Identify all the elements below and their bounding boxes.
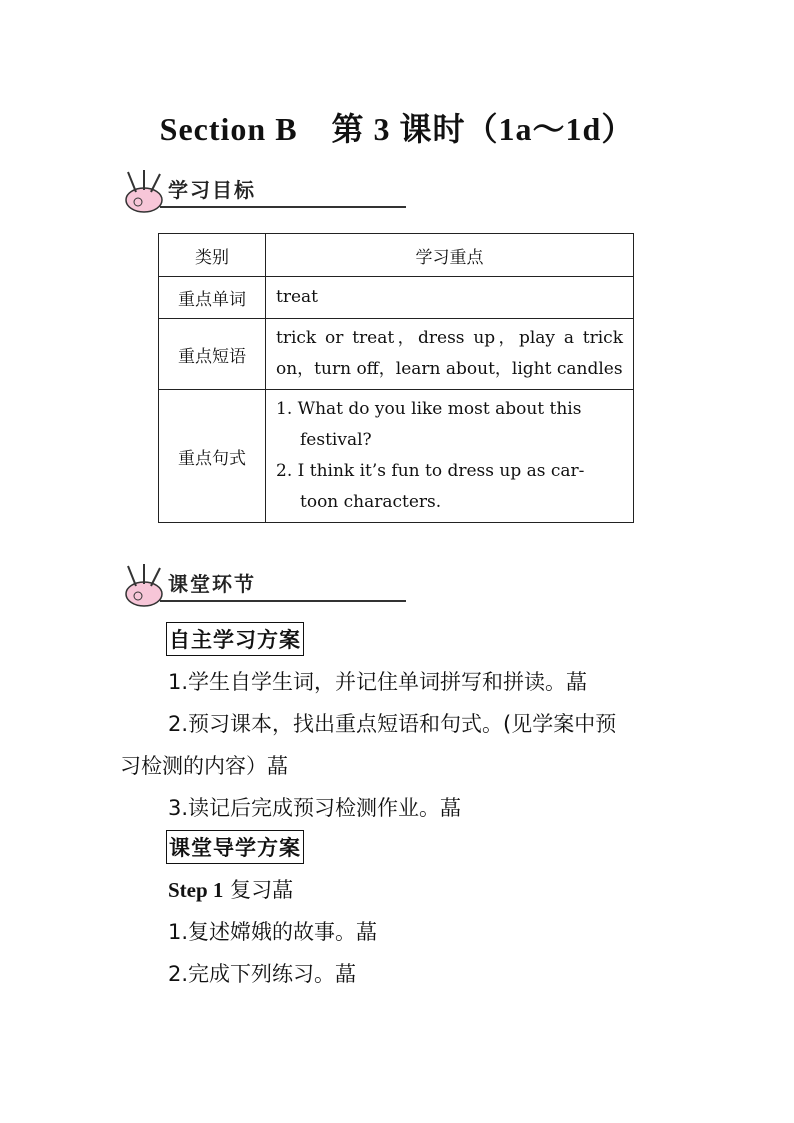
plan2-line-1: 1.复述嫦娥的故事。蕌 bbox=[168, 920, 378, 944]
page-title bbox=[0, 104, 794, 150]
row-category: 重点短语 bbox=[159, 319, 266, 390]
goals-table bbox=[158, 233, 634, 523]
table-row bbox=[159, 277, 634, 319]
plan2-line-2: 2.完成下列练习。蕌 bbox=[168, 962, 357, 986]
header-category: 类别 bbox=[159, 234, 266, 277]
title-lesson: 第 3 课时（1a～1d） bbox=[331, 111, 635, 147]
classroom-badge-text: 课堂环节 bbox=[168, 572, 256, 596]
row-content: treat bbox=[266, 277, 634, 319]
plan1-line-2: 2.预习课本，找出重点短语和句式。(见学案中预 bbox=[168, 712, 617, 736]
row-category: 重点单词 bbox=[159, 277, 266, 319]
sentence-1-cont: festival? bbox=[300, 430, 372, 450]
step-1 bbox=[168, 874, 293, 904]
plan1-line-4: 3.读记后完成预习检测作业。蕌 bbox=[168, 796, 462, 820]
plan1-line-1: 1.学生自学生词，并记住单词拼写和拼读。蕌 bbox=[168, 670, 588, 694]
row-content bbox=[266, 390, 634, 523]
step-text: 复习蕌 bbox=[223, 878, 294, 902]
plan1-line-3: 习检测的内容）蕌 bbox=[120, 754, 288, 778]
sentence-2: 2. I think it’s fun to dress up as car- bbox=[276, 461, 585, 481]
title-section: Section B bbox=[159, 111, 298, 147]
row-content: trick or treat，dress up，play a trick on，turn off，learn about，light candles bbox=[266, 319, 634, 390]
badge-underline bbox=[160, 206, 406, 208]
classroom-guide-heading: 课堂导学方案 bbox=[166, 830, 304, 864]
goals-badge-text: 学习目标 bbox=[168, 178, 256, 202]
table-row bbox=[159, 319, 634, 390]
goals-badge bbox=[118, 168, 294, 214]
sentence-1: 1. What do you like most about this bbox=[276, 399, 582, 419]
badge-underline bbox=[160, 600, 406, 602]
header-focus: 学习重点 bbox=[266, 234, 634, 277]
self-study-heading: 自主学习方案 bbox=[166, 622, 304, 656]
sentence-2-cont: toon characters. bbox=[300, 492, 442, 512]
table-header-row bbox=[159, 234, 634, 277]
step-label: Step 1 bbox=[168, 878, 224, 902]
row-category: 重点句式 bbox=[159, 390, 266, 523]
table-row bbox=[159, 390, 634, 523]
classroom-badge bbox=[118, 562, 294, 608]
